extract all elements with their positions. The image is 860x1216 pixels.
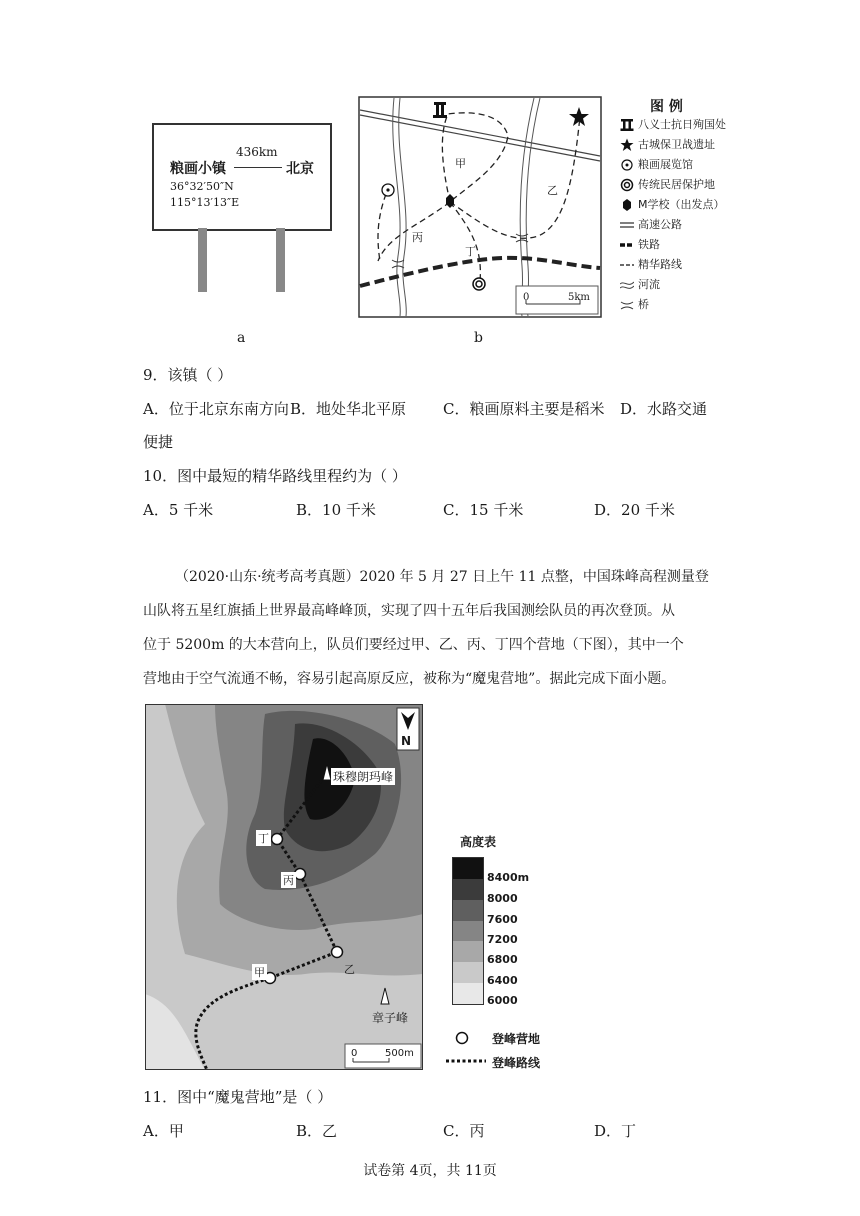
figure-a-caption: a	[237, 330, 246, 346]
q10-option-b: B．10 千米	[296, 501, 376, 519]
bridge-icon	[620, 298, 634, 312]
passage-line-4: 营地由于空气流通不畅，容易引起高原反应，被称为“魔鬼营地”。据此完成下面小题。	[143, 671, 676, 687]
height-label: 6000	[487, 994, 518, 1007]
height-label: 7200	[487, 933, 518, 946]
dot-circle-icon	[382, 184, 394, 196]
camp-yi	[332, 947, 343, 958]
height-label: 8400m	[487, 871, 530, 884]
memorial-icon	[620, 118, 634, 132]
map-scale-zero: 0	[351, 1048, 358, 1059]
sign-city: 北京	[286, 161, 314, 177]
legend-label: 传统民居保护地	[638, 178, 715, 191]
height-label: 8000	[487, 892, 518, 905]
height-label: 6400	[487, 974, 518, 987]
figure-b-caption: b	[474, 330, 483, 346]
q10-option-a: A．5 千米	[143, 501, 214, 519]
zhangzi-label: 章子峰	[372, 1011, 409, 1025]
sign-pole-right	[276, 228, 285, 292]
q9-option-d: D．水路交通	[620, 400, 708, 418]
q11-stem: 11．图中“魔鬼营地”是（ ）	[143, 1088, 333, 1106]
double-circle-icon	[473, 278, 485, 290]
passage-line-1: （2020·山东·统考高考真题）2020 年 5 月 27 日上午 11 点整，中国珠峰高程测量登	[175, 569, 709, 585]
camp-label-bing: 丙	[283, 874, 294, 887]
route-label-ding: 丁	[465, 245, 476, 258]
camp-legend-icon	[452, 1030, 472, 1046]
route-label-jia: 甲	[455, 157, 466, 170]
height-label: 7600	[487, 913, 518, 926]
everest-label: 珠穆朗玛峰	[333, 770, 394, 784]
q10-option-c: C．15 千米	[443, 501, 524, 519]
q9-stem: 9．该镇（ ）	[143, 366, 233, 384]
camp-ding	[272, 834, 283, 845]
route-icon	[620, 258, 634, 272]
q9-option-a: A．位于北京东南方向	[143, 400, 289, 418]
legend-label: M学校（出发点）	[638, 198, 725, 211]
legend-label: 粮画展览馆	[638, 158, 693, 171]
route-label-bing: 丙	[412, 231, 423, 244]
height-label: 6800	[487, 953, 518, 966]
route-map	[358, 96, 602, 318]
height-table-title: 高度表	[460, 835, 497, 849]
passage-line-3: 位于 5200m 的大本营向上，队员们要经过甲、乙、丙、丁四个营地（下图），其中一个	[143, 637, 684, 653]
legend-label: 河流	[638, 278, 660, 291]
route-scale-end: 5km	[568, 292, 590, 303]
camp-bing	[295, 869, 306, 880]
legend-label: 八义士抗日殉国处	[638, 118, 726, 131]
sign-town: 粮画小镇	[170, 161, 226, 177]
road-sign	[152, 123, 332, 231]
legend-label: 铁路	[638, 238, 660, 251]
q11-option-a: A．甲	[143, 1122, 184, 1140]
legend-label: 桥	[638, 298, 649, 311]
q11-option-d: D．丁	[594, 1122, 637, 1140]
school-icon	[620, 198, 634, 212]
legend-label: 古城保卫战遗址	[638, 138, 715, 151]
legend-label: 高速公路	[638, 218, 682, 231]
sign-arrow-line	[234, 167, 282, 168]
route-scale-zero: 0	[523, 292, 530, 303]
q10-option-d: D．20 千米	[594, 501, 675, 519]
q11-option-c: C．丙	[443, 1122, 485, 1140]
legend-route-label: 登峰路线	[492, 1056, 541, 1070]
q9-option-d-cont: 便捷	[143, 433, 174, 451]
star-icon	[620, 138, 634, 152]
passage-line-2: 山队将五星红旗插上世界最高峰峰顶，实现了四十五年后我国测绘队员的再次登顶。从	[143, 603, 675, 619]
q9-option-b: B．地处华北平原	[290, 400, 407, 418]
sign-longitude: 115°13′13″E	[170, 196, 240, 209]
q11-option-b: B．乙	[296, 1122, 338, 1140]
sign-pole-left	[198, 228, 207, 292]
camp-label-ding: 丁	[258, 832, 269, 845]
sign-distance: 436km	[236, 145, 278, 159]
page-footer: 试卷第 4页，共 11页	[363, 1163, 497, 1179]
legend-title: 图 例	[650, 99, 683, 115]
river-icon	[620, 278, 634, 292]
dot-circle-icon	[620, 158, 634, 172]
q10-stem: 10．图中最短的精华路线里程约为（ ）	[143, 467, 407, 485]
legend-camp-label: 登峰营地	[492, 1032, 541, 1046]
railway-icon	[620, 238, 634, 252]
map-scale-end: 500m	[385, 1048, 414, 1059]
q9-option-c: C．粮画原料主要是稻米	[443, 400, 605, 418]
north-label: N	[401, 734, 412, 748]
camp-label-jia: 甲	[254, 966, 265, 979]
highway-icon	[620, 218, 634, 232]
height-color-bar	[452, 857, 484, 1005]
double-circle-icon	[620, 178, 634, 192]
camp-label-yi: 乙	[344, 963, 355, 976]
route-legend-icon	[446, 1056, 486, 1066]
legend-label: 精华路线	[638, 258, 682, 271]
route-label-yi: 乙	[547, 184, 558, 197]
sign-latitude: 36°32′50″N	[170, 180, 234, 193]
